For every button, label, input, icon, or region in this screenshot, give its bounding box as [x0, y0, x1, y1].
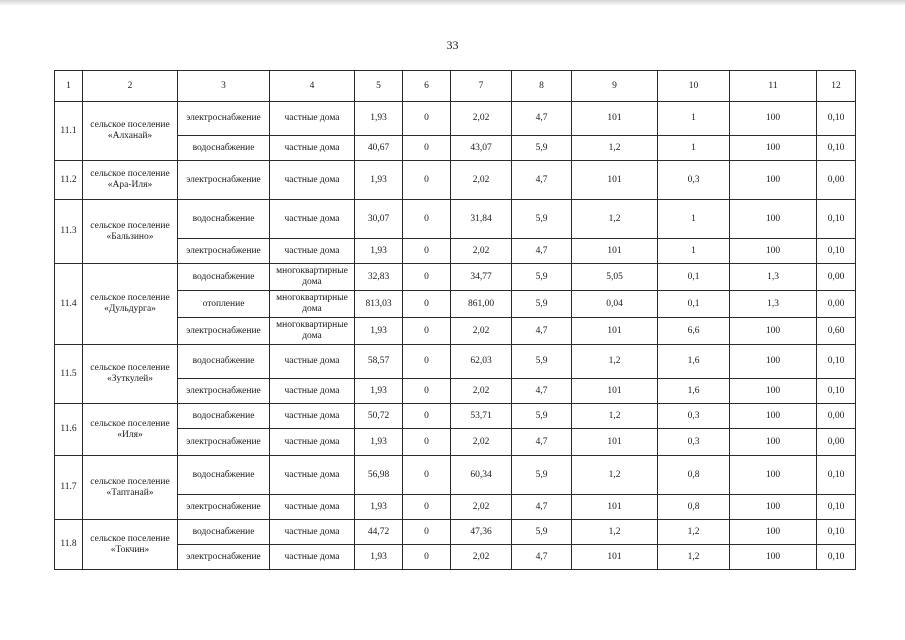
value-cell: 1,3: [730, 264, 817, 291]
resource-type: электроснабжение: [178, 318, 270, 345]
value-cell: 101: [572, 318, 658, 345]
value-cell: 1: [658, 136, 730, 161]
resource-type: электроснабжение: [178, 429, 270, 456]
value-cell: 0: [403, 264, 451, 291]
resource-type: водоснабжение: [178, 200, 270, 239]
header-cell: 9: [572, 71, 658, 102]
resource-type: водоснабжение: [178, 520, 270, 545]
header-cell: 3: [178, 71, 270, 102]
value-cell: 50,72: [355, 404, 403, 429]
value-cell: 1,93: [355, 318, 403, 345]
row-code: 11.2: [55, 161, 83, 200]
value-cell: 0: [403, 136, 451, 161]
table-row: [55, 264, 856, 291]
resource-type: водоснабжение: [178, 264, 270, 291]
value-cell: 0: [403, 102, 451, 136]
value-cell: 1,6: [658, 379, 730, 404]
value-cell: 100: [730, 200, 817, 239]
value-cell: 2,02: [451, 429, 512, 456]
value-cell: 1,93: [355, 161, 403, 200]
value-cell: 0,10: [817, 102, 856, 136]
housing-type: многоквартирные дома: [270, 264, 355, 291]
housing-type: частные дома: [270, 404, 355, 429]
table-row: [55, 102, 856, 136]
value-cell: 60,34: [451, 456, 512, 495]
row-code: 11.8: [55, 520, 83, 570]
row-code: 11.1: [55, 102, 83, 161]
value-cell: 100: [730, 102, 817, 136]
header-cell: 6: [403, 71, 451, 102]
value-cell: 4,7: [512, 239, 572, 264]
value-cell: 34,77: [451, 264, 512, 291]
value-cell: 0,10: [817, 495, 856, 520]
value-cell: 0,04: [572, 291, 658, 318]
header-cell: 12: [817, 71, 856, 102]
value-cell: 1: [658, 239, 730, 264]
value-cell: 1,2: [572, 345, 658, 379]
value-cell: 62,03: [451, 345, 512, 379]
value-cell: 5,05: [572, 264, 658, 291]
housing-type: частные дома: [270, 379, 355, 404]
value-cell: 0,8: [658, 456, 730, 495]
header-cell: 2: [83, 71, 178, 102]
value-cell: 0,10: [817, 239, 856, 264]
value-cell: 5,9: [512, 291, 572, 318]
value-cell: 2,02: [451, 161, 512, 200]
value-cell: 1,6: [658, 345, 730, 379]
value-cell: 0,00: [817, 161, 856, 200]
settlement-name: сельское поселение «Зуткулей»: [83, 345, 178, 404]
housing-type: частные дома: [270, 429, 355, 456]
resource-type: водоснабжение: [178, 456, 270, 495]
housing-type: частные дома: [270, 520, 355, 545]
value-cell: 40,67: [355, 136, 403, 161]
value-cell: 100: [730, 136, 817, 161]
value-cell: 101: [572, 102, 658, 136]
value-cell: 0: [403, 318, 451, 345]
value-cell: 2,02: [451, 495, 512, 520]
row-code: 11.7: [55, 456, 83, 520]
value-cell: 32,83: [355, 264, 403, 291]
value-cell: 5,9: [512, 264, 572, 291]
header-cell: 1: [55, 71, 83, 102]
value-cell: 4,7: [512, 161, 572, 200]
row-code: 11.5: [55, 345, 83, 404]
value-cell: 0,1: [658, 264, 730, 291]
settlement-name: сельское поселение «Таптанай»: [83, 456, 178, 520]
value-cell: 1,93: [355, 239, 403, 264]
value-cell: 101: [572, 239, 658, 264]
value-cell: 100: [730, 345, 817, 379]
value-cell: 0: [403, 456, 451, 495]
settlement-name: сельское поселение «Ара-Иля»: [83, 161, 178, 200]
row-code: 11.4: [55, 264, 83, 345]
resource-type: электроснабжение: [178, 379, 270, 404]
table-row: [55, 161, 856, 200]
value-cell: 2,02: [451, 318, 512, 345]
value-cell: 0,3: [658, 404, 730, 429]
value-cell: 100: [730, 161, 817, 200]
value-cell: 100: [730, 379, 817, 404]
housing-type: частные дома: [270, 161, 355, 200]
value-cell: 4,7: [512, 379, 572, 404]
value-cell: 861,00: [451, 291, 512, 318]
resource-type: электроснабжение: [178, 102, 270, 136]
housing-type: многоквартирные дома: [270, 291, 355, 318]
resource-type: водоснабжение: [178, 345, 270, 379]
value-cell: 0: [403, 291, 451, 318]
housing-type: многоквартирные дома: [270, 318, 355, 345]
resource-type: отопление: [178, 291, 270, 318]
settlement-name: сельское поселение «Бальзино»: [83, 200, 178, 264]
value-cell: 1,2: [572, 136, 658, 161]
value-cell: 31,84: [451, 200, 512, 239]
settlement-name: сельское поселение «Алханай»: [83, 102, 178, 161]
value-cell: 30,07: [355, 200, 403, 239]
value-cell: 4,7: [512, 318, 572, 345]
value-cell: 1: [658, 200, 730, 239]
value-cell: 1,93: [355, 429, 403, 456]
value-cell: 4,7: [512, 495, 572, 520]
value-cell: 0: [403, 429, 451, 456]
value-cell: 2,02: [451, 379, 512, 404]
value-cell: 0: [403, 379, 451, 404]
value-cell: 1,2: [572, 456, 658, 495]
value-cell: 101: [572, 161, 658, 200]
value-cell: 58,57: [355, 345, 403, 379]
settlement-name: сельское поселение «Токчин»: [83, 520, 178, 570]
value-cell: 100: [730, 429, 817, 456]
value-cell: 100: [730, 520, 817, 545]
value-cell: 0,60: [817, 318, 856, 345]
value-cell: 6,6: [658, 318, 730, 345]
value-cell: 0,3: [658, 429, 730, 456]
value-cell: 1,2: [572, 404, 658, 429]
header-cell: 8: [512, 71, 572, 102]
value-cell: 2,02: [451, 102, 512, 136]
table-row: [55, 404, 856, 429]
value-cell: 0: [403, 404, 451, 429]
header-cell: 11: [730, 71, 817, 102]
value-cell: 1,93: [355, 545, 403, 570]
value-cell: 101: [572, 495, 658, 520]
value-cell: 1,2: [572, 520, 658, 545]
value-cell: 101: [572, 429, 658, 456]
value-cell: 1,2: [658, 545, 730, 570]
value-cell: 0,10: [817, 520, 856, 545]
value-cell: 0,10: [817, 200, 856, 239]
value-cell: 101: [572, 379, 658, 404]
value-cell: 100: [730, 456, 817, 495]
table-row: [55, 345, 856, 379]
table-row: [55, 200, 856, 239]
value-cell: 1,3: [730, 291, 817, 318]
value-cell: 5,9: [512, 200, 572, 239]
housing-type: частные дома: [270, 495, 355, 520]
header-cell: 7: [451, 71, 512, 102]
value-cell: 2,02: [451, 545, 512, 570]
value-cell: 0: [403, 200, 451, 239]
table-row: [55, 520, 856, 545]
housing-type: частные дома: [270, 456, 355, 495]
value-cell: 100: [730, 239, 817, 264]
resource-type: водоснабжение: [178, 136, 270, 161]
value-cell: 43,07: [451, 136, 512, 161]
value-cell: 44,72: [355, 520, 403, 545]
value-cell: 0,00: [817, 429, 856, 456]
value-cell: 0,3: [658, 161, 730, 200]
value-cell: 0,00: [817, 404, 856, 429]
value-cell: 0,8: [658, 495, 730, 520]
value-cell: 56,98: [355, 456, 403, 495]
value-cell: 1,93: [355, 379, 403, 404]
value-cell: 0: [403, 545, 451, 570]
row-code: 11.6: [55, 404, 83, 456]
table-row: [55, 456, 856, 495]
value-cell: 813,03: [355, 291, 403, 318]
value-cell: 1,93: [355, 102, 403, 136]
resource-type: электроснабжение: [178, 495, 270, 520]
value-cell: 0,10: [817, 456, 856, 495]
resource-type: электроснабжение: [178, 545, 270, 570]
value-cell: 0: [403, 345, 451, 379]
resource-type: электроснабжение: [178, 239, 270, 264]
housing-type: частные дома: [270, 136, 355, 161]
value-cell: 5,9: [512, 345, 572, 379]
value-cell: 47,36: [451, 520, 512, 545]
value-cell: 0: [403, 495, 451, 520]
value-cell: 4,7: [512, 545, 572, 570]
table-body: [55, 71, 856, 570]
value-cell: 4,7: [512, 429, 572, 456]
housing-type: частные дома: [270, 545, 355, 570]
value-cell: 0,00: [817, 291, 856, 318]
value-cell: 0: [403, 161, 451, 200]
row-code: 11.3: [55, 200, 83, 264]
value-cell: 5,9: [512, 520, 572, 545]
value-cell: 1,93: [355, 495, 403, 520]
value-cell: 0,10: [817, 345, 856, 379]
value-cell: 0,10: [817, 545, 856, 570]
value-cell: 53,71: [451, 404, 512, 429]
settlement-name: сельское поселение «Иля»: [83, 404, 178, 456]
value-cell: 1,2: [572, 200, 658, 239]
value-cell: 0,1: [658, 291, 730, 318]
value-cell: 1,2: [658, 520, 730, 545]
housing-type: частные дома: [270, 200, 355, 239]
value-cell: 0,10: [817, 136, 856, 161]
data-table: [54, 70, 856, 570]
page-number: 33: [446, 38, 459, 52]
value-cell: 5,9: [512, 136, 572, 161]
value-cell: 0: [403, 520, 451, 545]
housing-type: частные дома: [270, 102, 355, 136]
resource-type: электроснабжение: [178, 161, 270, 200]
value-cell: 0,00: [817, 264, 856, 291]
value-cell: 100: [730, 545, 817, 570]
resource-type: водоснабжение: [178, 404, 270, 429]
value-cell: 1: [658, 102, 730, 136]
value-cell: 5,9: [512, 456, 572, 495]
value-cell: 100: [730, 404, 817, 429]
value-cell: 100: [730, 318, 817, 345]
value-cell: 0: [403, 239, 451, 264]
settlement-name: сельское поселение «Дульдурга»: [83, 264, 178, 345]
value-cell: 4,7: [512, 102, 572, 136]
header-row: [55, 71, 856, 102]
header-cell: 5: [355, 71, 403, 102]
housing-type: частные дома: [270, 345, 355, 379]
value-cell: 0,10: [817, 379, 856, 404]
housing-type: частные дома: [270, 239, 355, 264]
header-cell: 10: [658, 71, 730, 102]
value-cell: 101: [572, 545, 658, 570]
header-cell: 4: [270, 71, 355, 102]
value-cell: 2,02: [451, 239, 512, 264]
page-top-shadow: [0, 0, 905, 6]
value-cell: 5,9: [512, 404, 572, 429]
value-cell: 100: [730, 495, 817, 520]
